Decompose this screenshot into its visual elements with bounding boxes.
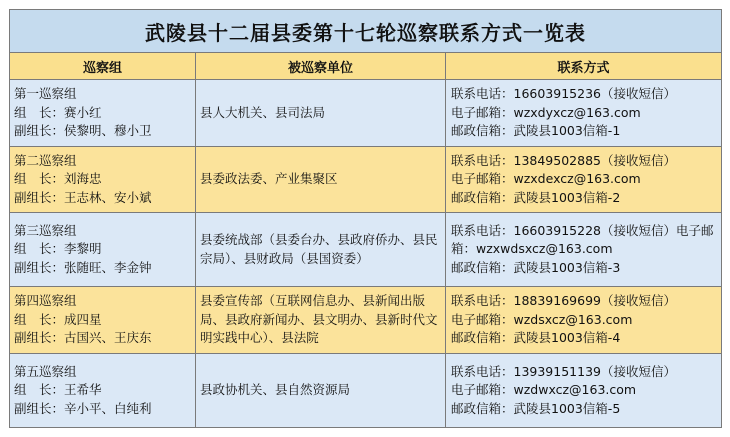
group-deputy: 副组长：辛小平、白纯利 (14, 400, 152, 416)
contact-cell (446, 287, 722, 354)
table-row (10, 213, 722, 287)
group-cell (10, 354, 196, 428)
contact-mailbox: 邮政信箱：武陵县1003信箱-2 (451, 189, 621, 205)
group-name: 第五巡察组 (14, 363, 77, 379)
units-cell: 县委统战部（县委台办、县政府侨办、县民宗局）、县财政局（县国资委） (196, 213, 446, 287)
group-deputy: 副组长：张随旺、李金钟 (14, 259, 152, 275)
contact-phone: 联系电话：13849502885（接收短信） (451, 152, 676, 168)
group-deputy: 副组长：古国兴、王庆东 (14, 330, 152, 346)
units-cell: 县人大机关、县司法局 (196, 80, 446, 147)
units-cell: 县委宣传部（互联网信息办、县新闻出版局、县政府新闻办、县文明办、县新时代文明实践中心）、县法院 (196, 287, 446, 354)
contact-phone: 联系电话：13939151139（接收短信） (451, 363, 676, 379)
contact-mailbox: 邮政信箱：武陵县1003信箱-3 (451, 259, 621, 275)
group-leader: 组 长：刘海忠 (14, 171, 102, 187)
group-cell (10, 287, 196, 354)
group-cell (10, 80, 196, 147)
group-leader: 组 长：赛小红 (14, 104, 102, 120)
contact-table (9, 9, 722, 428)
contact-email: 电子邮箱：wzxdexcz@163.com (451, 171, 641, 187)
group-name: 第一巡察组 (14, 86, 77, 102)
contact-email: 电子邮箱：wzdwxcz@163.com (451, 382, 637, 398)
group-cell (10, 147, 196, 213)
contact-phone: 联系电话：16603915236（接收短信） (451, 86, 676, 102)
group-name: 第四巡察组 (14, 293, 77, 309)
group-cell (10, 213, 196, 287)
table-row (10, 80, 722, 147)
contact-email: 电子邮箱：wzxdyxcz@163.com (451, 104, 641, 120)
header-contact: 联系方式 (446, 53, 722, 80)
contact-email: 电子邮箱：wzdsxcz@163.com (451, 311, 633, 327)
table-row (10, 147, 722, 213)
contact-cell (446, 354, 722, 428)
group-name: 第二巡察组 (14, 152, 77, 168)
contact-table-sheet (9, 9, 721, 428)
header-unit: 被巡察单位 (196, 53, 446, 80)
table-row (10, 354, 722, 428)
header-group: 巡察组 (10, 53, 196, 80)
contact-cell (446, 213, 722, 287)
contact-cell (446, 147, 722, 213)
contact-cell (446, 80, 722, 147)
table-title: 武陵县十二届县委第十七轮巡察联系方式一览表 (10, 10, 722, 53)
group-deputy: 副组长：侯黎明、穆小卫 (14, 123, 152, 139)
group-leader: 组 长：成四星 (14, 311, 102, 327)
group-deputy: 副组长：王志林、安小斌 (14, 189, 152, 205)
contact-phone-email: 联系电话：16603915228（接收短信）电子邮箱：wzxwdsxcz@163.com (451, 222, 714, 257)
contact-mailbox: 邮政信箱：武陵县1003信箱-1 (451, 123, 621, 139)
group-name: 第三巡察组 (14, 222, 77, 238)
contact-mailbox: 邮政信箱：武陵县1003信箱-4 (451, 330, 621, 346)
contact-phone: 联系电话：18839169699（接收短信） (451, 293, 676, 309)
group-leader: 组 长：王希华 (14, 382, 102, 398)
units-cell: 县委政法委、产业集聚区 (196, 147, 446, 213)
header-row (10, 53, 722, 80)
units-cell: 县政协机关、县自然资源局 (196, 354, 446, 428)
group-leader: 组 长：李黎明 (14, 241, 102, 257)
table-row (10, 287, 722, 354)
contact-mailbox: 邮政信箱：武陵县1003信箱-5 (451, 400, 621, 416)
